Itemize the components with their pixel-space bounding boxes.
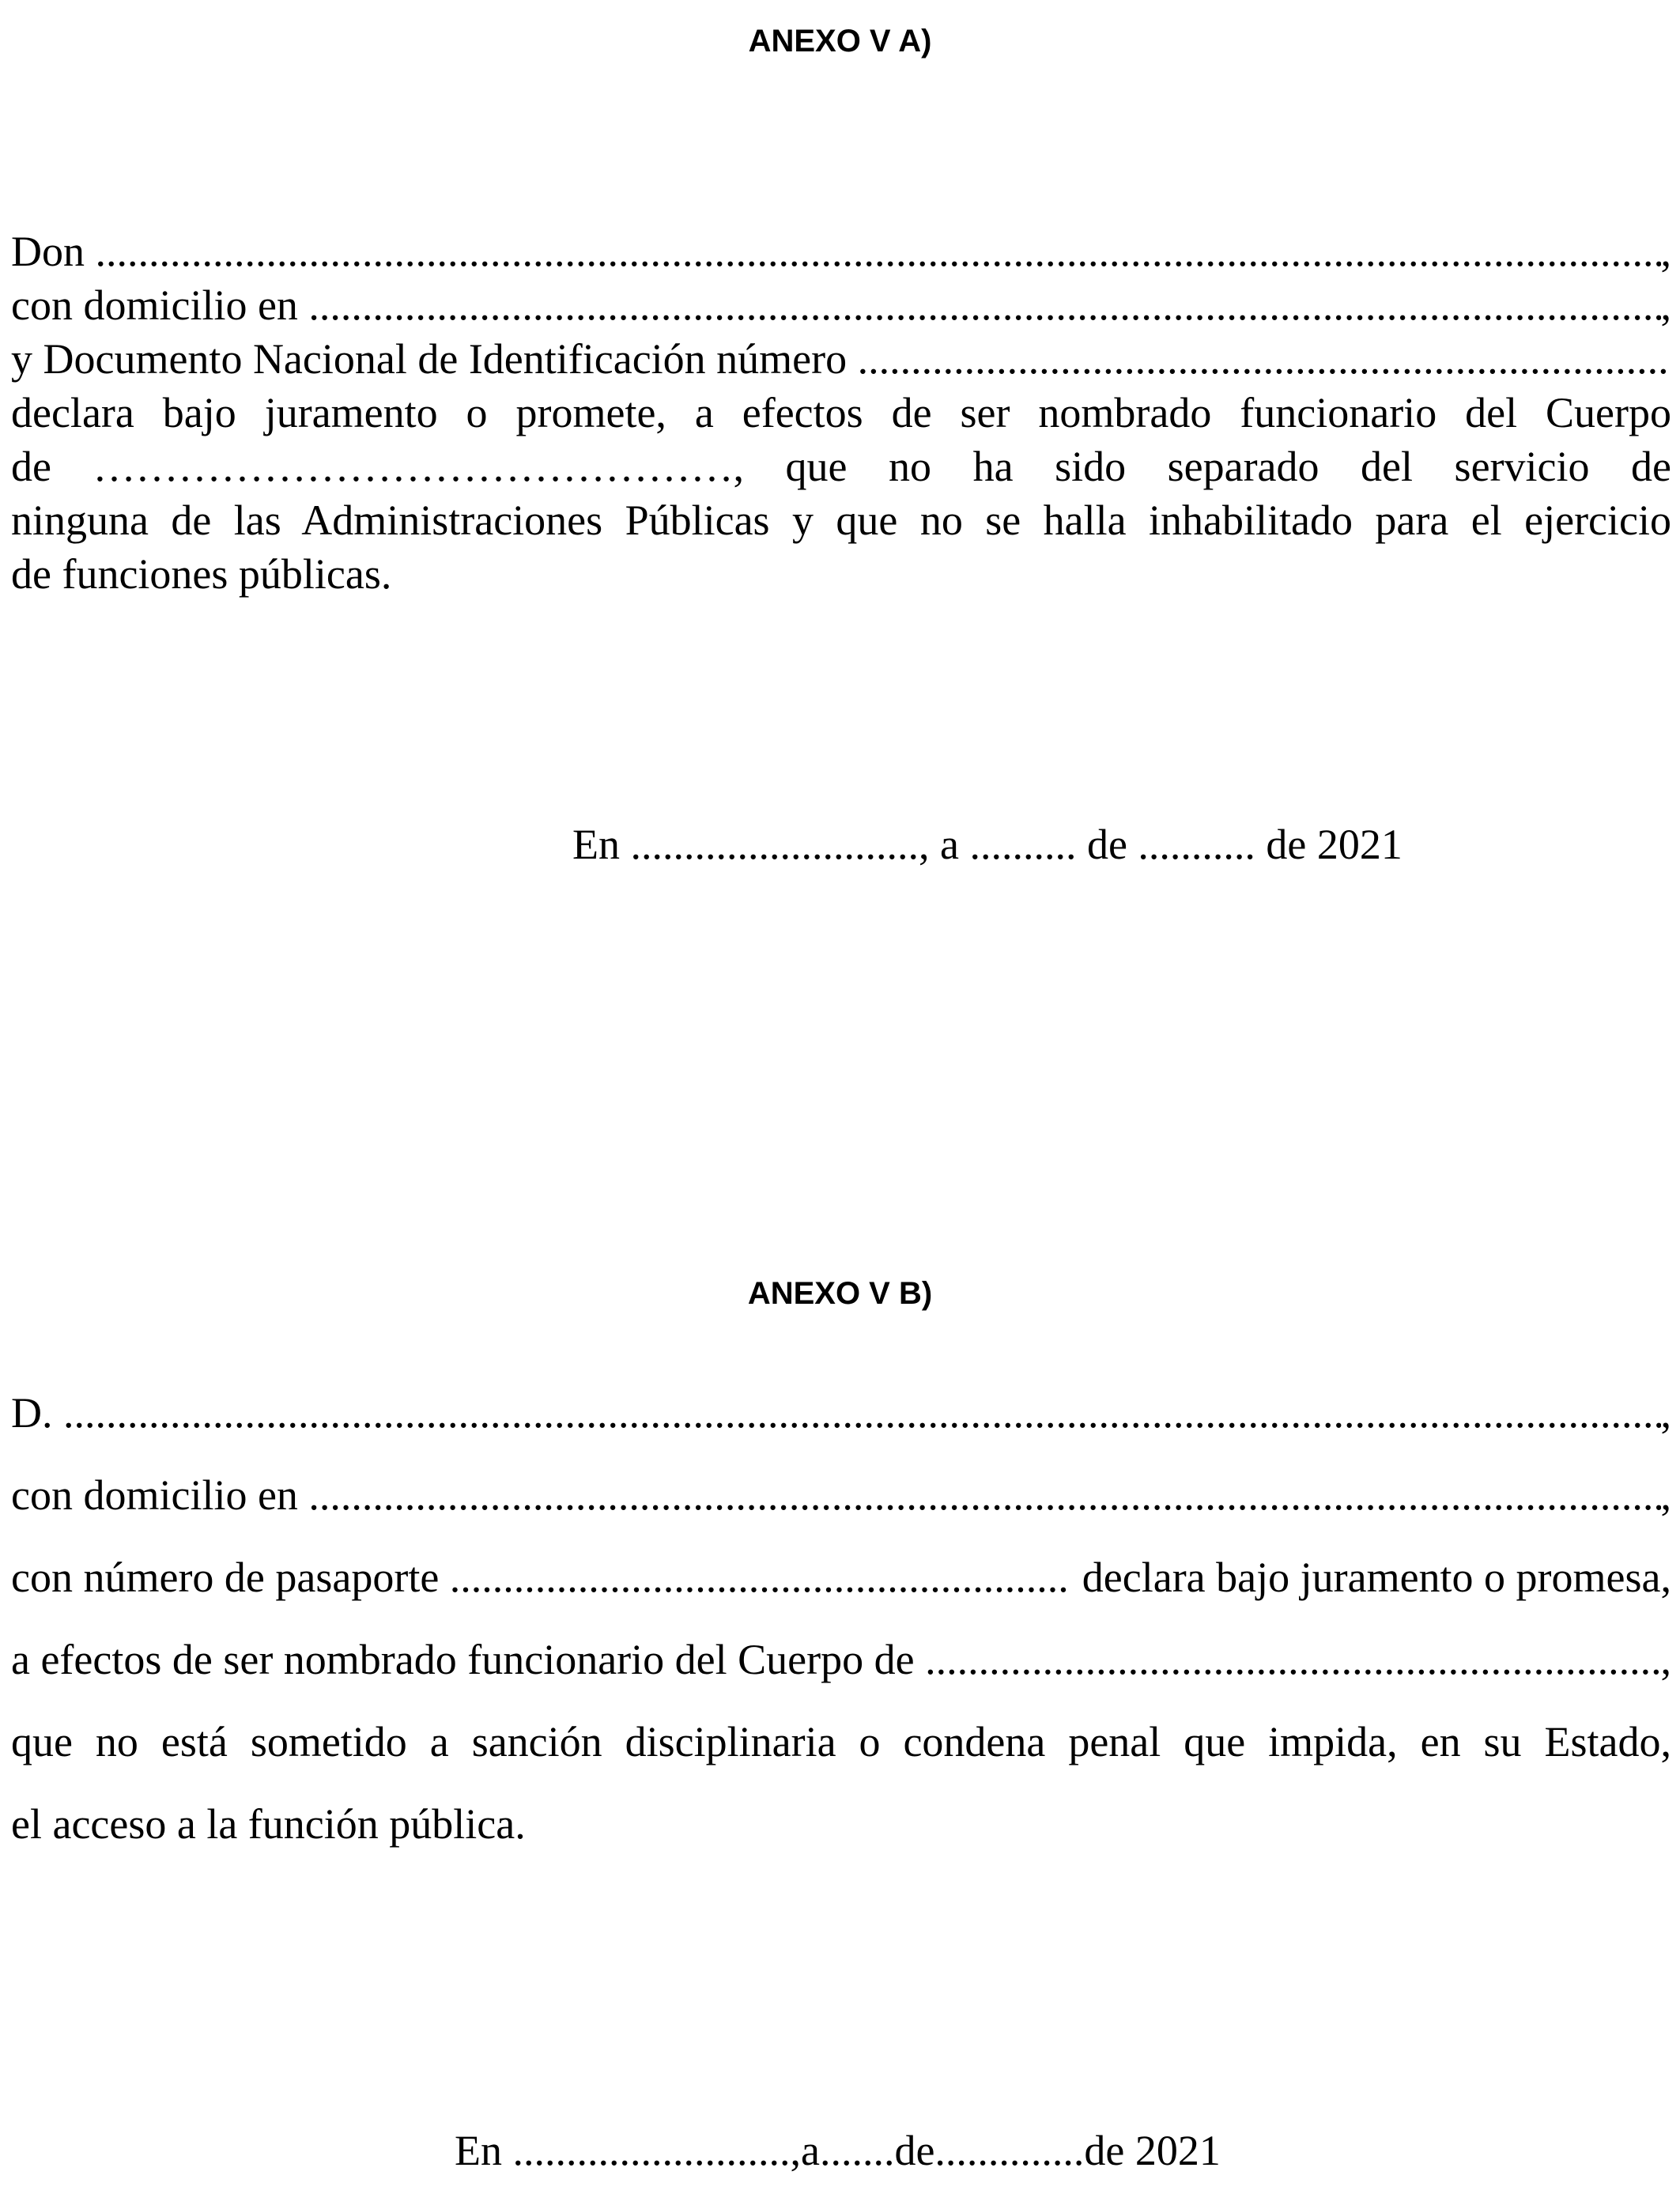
annex-b-name-end: , xyxy=(1660,1389,1671,1437)
annex-b-address-line xyxy=(11,1469,1671,1521)
annex-a-body-line-1: declara bajo juramento o promete, a efectos de ser nombrado funcionario del Cuerpo xyxy=(11,389,1671,436)
annex-a-name-end: , xyxy=(1660,228,1671,275)
annex-b-name-dots xyxy=(63,1387,1661,1439)
annex-a-address-dots xyxy=(308,279,1660,331)
annex-a-address-line xyxy=(11,279,1671,331)
annex-b-name-line xyxy=(11,1387,1671,1439)
annex-b-body-line-1: que no está sometido a sanción disciplinaria o condena penal que impida, en su Estado, xyxy=(11,1718,1671,1765)
annex-a-body-line-4: de funciones públicas. xyxy=(11,550,392,598)
annex-a-heading: ANEXO V A) xyxy=(748,24,932,59)
annex-b-corps-dots xyxy=(925,1633,1660,1686)
annex-b-address-label: con domicilio en xyxy=(11,1471,298,1519)
annex-b-body-line-2: el acceso a la función pública. xyxy=(11,1800,526,1848)
annex-a-name-dots xyxy=(96,225,1661,278)
annex-a-id-label: y Documento Nacional de Identificación número xyxy=(11,335,848,383)
annex-b-heading: ANEXO V B) xyxy=(747,1276,933,1311)
annex-b-corps-end: , xyxy=(1660,1636,1671,1683)
annex-b-corps-line xyxy=(11,1633,1671,1686)
annex-a-name-line xyxy=(11,225,1671,278)
annex-b-passport-end: declara bajo juramento o promesa, xyxy=(1082,1554,1671,1601)
annex-b-passport-label: con número de pasaporte xyxy=(11,1554,440,1601)
annex-b-corps-label: a efectos de ser nombrado funcionario del Cuerpo de xyxy=(11,1636,915,1683)
annex-b-passport-dots xyxy=(450,1551,1072,1603)
annex-b-address-dots xyxy=(308,1469,1660,1521)
annex-a-body-line-3: ninguna de las Administraciones Públicas y que no se halla inhabilitado para el ejercicio xyxy=(11,497,1671,544)
annex-b-date-line: En ..........................,a.......de..............de 2021 xyxy=(455,2127,1221,2174)
annex-a-address-end: , xyxy=(1660,281,1671,329)
annex-b-passport-line xyxy=(11,1551,1671,1603)
annex-a-name-label: Don xyxy=(11,228,85,275)
annex-b-address-end: , xyxy=(1660,1471,1671,1519)
annex-a-id-line xyxy=(11,333,1671,385)
annex-a-id-dots xyxy=(858,333,1671,385)
annex-b-name-label: D. xyxy=(11,1389,53,1437)
annex-a-address-label: con domicilio en xyxy=(11,281,298,329)
annex-a-body-line-2: de ………………………………………, que no ha sido separado del servicio de xyxy=(11,443,1671,490)
annex-a-date-line: En ..........................., a .......... de ........... de 2021 xyxy=(572,821,1403,868)
